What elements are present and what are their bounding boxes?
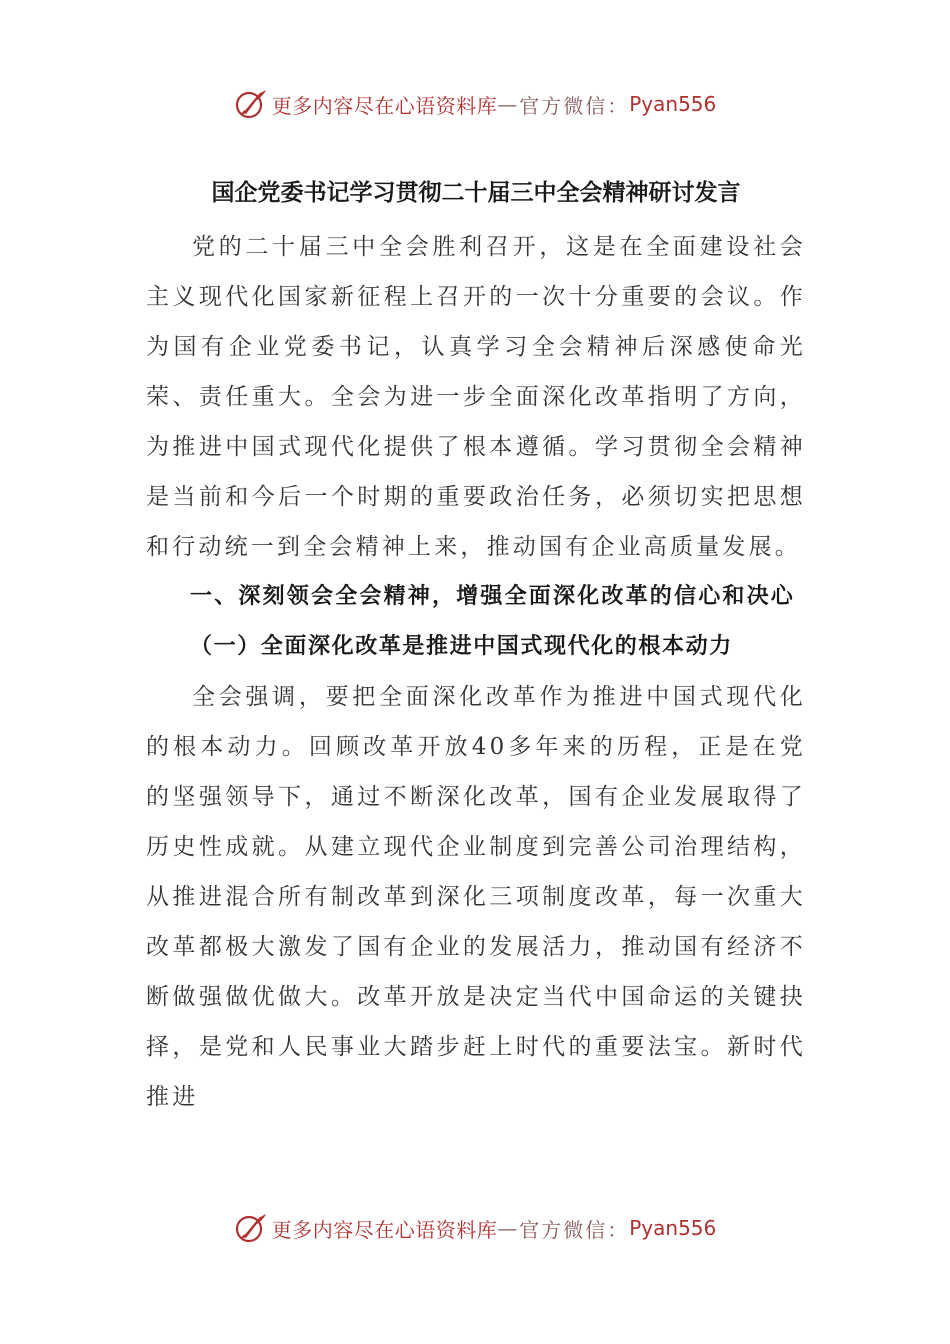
watermark-contact-id: Pyan556 xyxy=(629,92,717,116)
document-body xyxy=(146,168,806,1122)
watermark-contact-label: 官方微信： xyxy=(519,1217,630,1242)
watermark-brand-text: 更多内容尽在心语资料库 xyxy=(271,93,498,118)
subsection-heading: （一）全面深化改革是推进中国式现代化的根本动力 xyxy=(190,634,733,659)
watermark-dash: — xyxy=(497,1216,520,1240)
intro-paragraph: 党的二十届三中全会胜利召开，这是在全面建设社会主义现代化国家新征程上召开的一次十分重要的会议。作为国有企业党委书记，认真学习全会精神后深感使命光荣、责任重大。全会为进一步全面深化改革指明了方向，为推进中国式现代化提供了根本遵循。学习贯彻全会精神是当前和今后一个时期的重要政治任务，必须切实把思想和行动统一到全会精神上来，推动国有企业高质量发展。 xyxy=(146,234,806,560)
watermark-contact-label: 官方微信： xyxy=(519,93,630,118)
watermark-footer xyxy=(0,1206,950,1250)
watermark-contact-id: Pyan556 xyxy=(629,1216,717,1240)
body-paragraph: 全会强调，要把全面深化改革作为推进中国式现代化的根本动力。回顾改革开放40多年来的历程，正是在党的坚强领导下，通过不断深化改革，国有企业发展取得了历史性成就。从建立现代企业制度到完善公司治理结构，从推进混合所有制改革到深化三项制度改革，每一次重大改革都极大激发了国有企业的发展活力，推动国有经济不断做强做优做大。改革开放是决定当代中国命运的关键抉择，是党和人民事业大踏步赶上时代的重要法宝。新时代推进 xyxy=(146,684,806,1110)
watermark-header xyxy=(0,82,950,126)
quill-pen-in-circle-icon xyxy=(234,1211,268,1245)
watermark-dash: — xyxy=(497,92,520,116)
watermark-brand-text: 更多内容尽在心语资料库 xyxy=(271,1217,498,1242)
document-title: 国企党委书记学习贯彻二十届三中全会精神研讨发言 xyxy=(211,180,741,206)
section-heading: 一、深刻领会全会精神，增强全面深化改革的信心和决心 xyxy=(190,584,796,609)
quill-pen-in-circle-icon xyxy=(234,87,268,121)
